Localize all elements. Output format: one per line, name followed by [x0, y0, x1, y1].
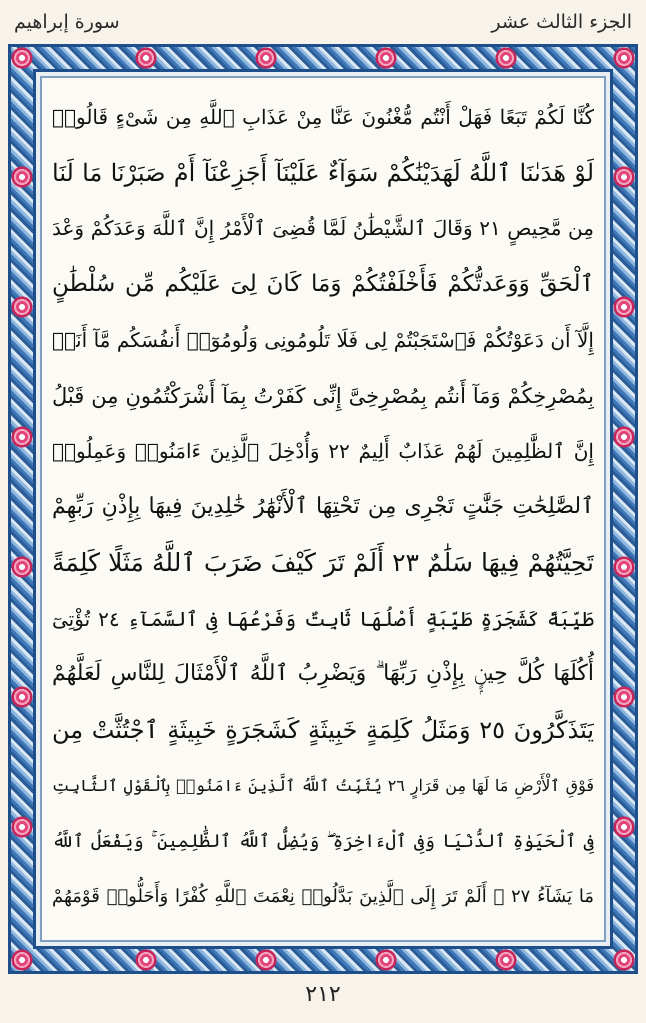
rosette-icon — [11, 426, 33, 448]
text-line: تَحِيَّتُهُمْ فِيهَا سَلَٰمٌ ٢٣ أَلَمْ تَرَ كَيْفَ ضَرَبَ ٱللَّهُ مَثَلًا كَلِمَةً — [52, 547, 594, 577]
juz-label: الجزء الثالث عشر — [491, 11, 632, 33]
text-line: أُكُلَهَا كُلَّ حِينٍۭ بِإِذْنِ رَبِّهَا ۗ وَيَضْرِبُ ٱللَّهُ ٱلْأَمْثَالَ لِلنَّاسِ لَعَلَّهُمْ — [52, 661, 594, 687]
rosette-icon — [613, 166, 635, 188]
rosette-icon — [613, 816, 635, 838]
rosette-icon — [613, 686, 635, 708]
text-line: لَوْ هَدَىٰنَا ٱللَّهُ لَهَدَيْنَٰكُمْ سَوَآءٌ عَلَيْنَآ أَجَزِعْنَآ أَمْ صَبَرْنَا مَا لَنَا — [52, 158, 594, 187]
page-header — [14, 4, 632, 40]
rosette-icon — [613, 556, 635, 578]
quran-text — [52, 88, 594, 924]
text-line: كُنَّا لَكُمْ تَبَعًا فَهَلْ أَنْتُم مُّغْنُونَ عَنَّا مِنْ عَذَابِ ٱللَّهِ مِن شَىْءٍ قَالُوا۟ — [52, 105, 594, 129]
rosette-icon — [135, 949, 157, 971]
rosette-icon — [11, 47, 33, 69]
rosette-icon — [375, 47, 397, 69]
rosette-icon — [11, 949, 33, 971]
rosette-icon — [613, 426, 635, 448]
rosette-icon — [613, 47, 635, 69]
page-number: ٢١٢ — [305, 982, 341, 1007]
text-line: بِمُصْرِخِكُمْ وَمَآ أَنتُم بِمُصْرِخِىَّ إِنِّى كَفَرْتُ بِمَآ أَشْرَكْتُمُونِ مِن قَبْلُ — [52, 383, 594, 408]
text-line: مَا يَشَآءُ ٢٧ ۞ أَلَمْ تَرَ إِلَى ٱلَّذِينَ بَدَّلُوا۟ نِعْمَتَ ٱللَّهِ كُفْرًا وَأَحَلُّوا۟ قَوْمَهُمْ — [52, 886, 594, 908]
text-line: إِلَّآ أَن دَعَوْتُكُمْ فَٱسْتَجَبْتُمْ لِى فَلَا تَلُومُونِى وَلُومُوٓا۟ أَنفُسَكُم مَّآ أَنَا۠ — [52, 327, 594, 352]
rosette-icon — [11, 686, 33, 708]
rosette-icon — [613, 296, 635, 318]
rosette-icon — [11, 166, 33, 188]
rosette-icon — [613, 949, 635, 971]
rosette-icon — [495, 949, 517, 971]
rosette-icon — [255, 949, 277, 971]
text-line: إِنَّ ٱلظَّٰلِمِينَ لَهُمْ عَذَابٌ أَلِيمٌ ٢٢ وَأُدْخِلَ ٱلَّذِينَ ءَامَنُوا۟ وَعَمِلُوا۟ — [52, 439, 594, 464]
text-line: فِى ٱلْحَيَوٰةِ ٱلدُّنْيَا وَفِى ٱلْءَاخِرَةِ ۖ وَيُضِلُّ ٱللَّهُ ٱلظَّٰلِمِينَ ۚ وَيَفْعَلُ ٱللَّهُ — [52, 830, 594, 852]
text-line: ٱلْحَقِّ وَوَعَدتُّكُمْ فَأَخْلَفْتُكُمْ وَمَا كَانَ لِىَ عَلَيْكُم مِّن سُلْطَٰنٍ — [52, 271, 594, 298]
rosette-icon — [375, 949, 397, 971]
rosette-icon — [495, 47, 517, 69]
rosette-icon — [11, 296, 33, 318]
rosette-icon — [11, 556, 33, 578]
text-line: فَوْقِ ٱلْأَرْضِ مَا لَهَا مِن قَرَارٍ ٢٦ يُثَبِّتُ ٱللَّهُ ٱلَّذِينَ ءَامَنُوا۟ بِٱلْقَوْلِ ٱلثَّابِتِ — [52, 775, 594, 795]
rosette-icon — [11, 816, 33, 838]
surah-label: سورة إبراهيم — [14, 11, 120, 33]
text-line: يَتَذَكَّرُونَ ٢٥ وَمَثَلُ كَلِمَةٍ خَبِيثَةٍ كَشَجَرَةٍ خَبِيثَةٍ ٱجْتُثَّتْ مِن — [52, 716, 594, 745]
text-line: مِن مَّحِيصٍ ٢١ وَقَالَ ٱلشَّيْطَٰنُ لَمَّا قُضِىَ ٱلْأَمْرُ إِنَّ ٱللَّهَ وَعَدَكُمْ وَعْدَ — [52, 216, 594, 241]
rosette-icon — [255, 47, 277, 69]
rosette-icon — [135, 47, 157, 69]
text-line: ٱلصَّٰلِحَٰتِ جَنَّٰتٍ تَجْرِى مِن تَحْتِهَا ٱلْأَنْهَٰرُ خَٰلِدِينَ فِيهَا بِإِذْنِ رَبِّهِمْ — [52, 494, 594, 520]
text-line: طَيِّبَةً كَشَجَرَةٍ طَيِّبَةٍ أَصْلُهَا ثَابِتٌ وَفَرْعُهَا فِى ٱلسَّمَآءِ ٢٤ تُؤْتِىٓ — [52, 606, 594, 631]
